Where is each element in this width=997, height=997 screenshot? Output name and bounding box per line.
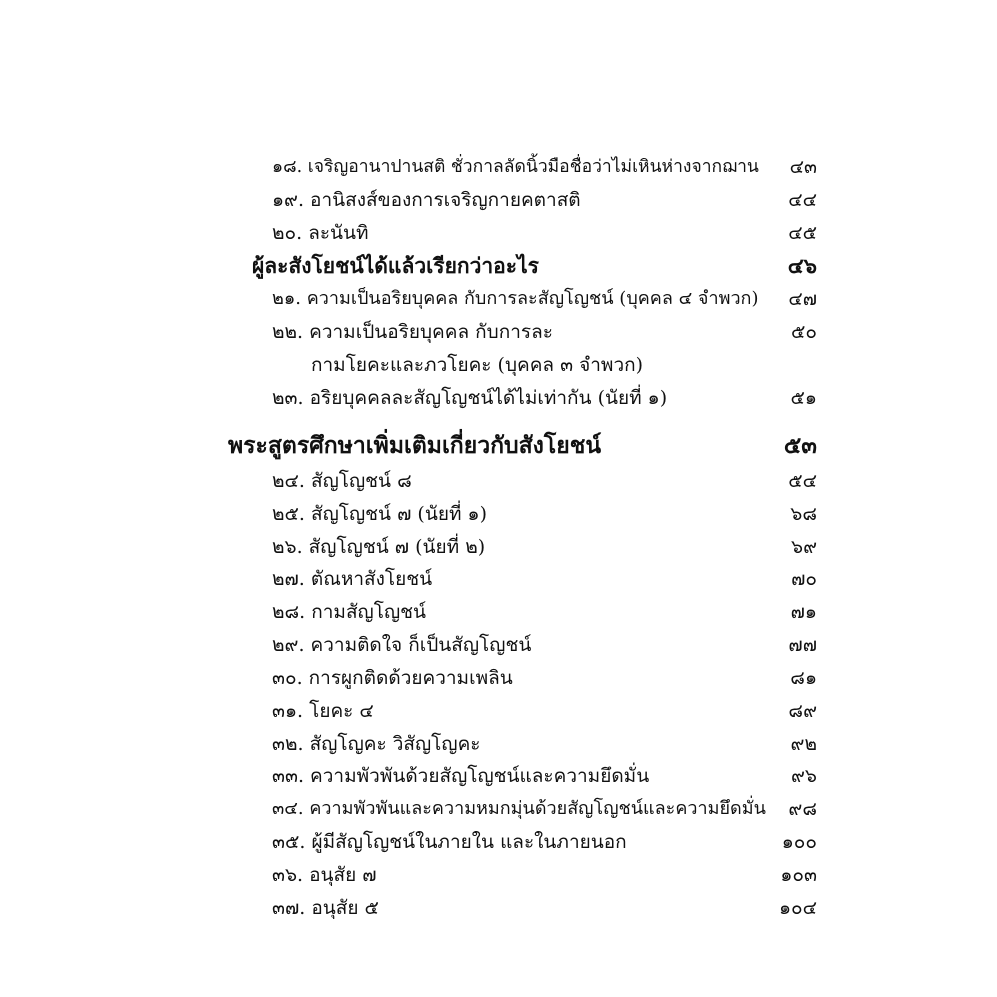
toc-entry-title: ๒๙. ความติดใจ ก็เป็นสัญโญชน์: [272, 634, 532, 656]
toc-entry-page-number: ๕๐: [791, 321, 817, 343]
toc-entry-page-number: ๔๖: [787, 253, 817, 278]
toc-entry: [0, 315, 997, 349]
toc-section-heading: [0, 249, 997, 283]
toc-entry-title: ๒๕. สัญโญชน์ ๗ (นัยที่ ๑): [272, 503, 487, 525]
toc-entry-page-number: ๔๓: [789, 156, 817, 178]
toc-entry: [0, 792, 997, 826]
toc-entry-page-number: ๙๒: [790, 733, 817, 755]
toc-entry-title: ๓๗. อนุสัย ๕: [272, 897, 379, 919]
toc-entry-page-number: ๔๗: [788, 288, 817, 310]
toc-entry: [0, 282, 997, 316]
toc-entry-page-number: ๖๙: [791, 536, 817, 558]
toc-entry-title: ๒๑. ความเป็นอริยบุคคล กับการละสัญโญชน์ (บุคคล ๔ จำพวก): [272, 288, 759, 309]
toc-entry-page-number: ๗๐: [791, 568, 817, 590]
toc-entry-title: ๒๗. ตัณหาสังโยชน์: [272, 568, 433, 590]
toc-section-title: ผู้ละสังโยชน์ได้แล้วเรียกว่าอะไร: [252, 253, 539, 278]
toc-entry-title: ๓๐. การผูกติดด้วยความเพลิน: [272, 667, 513, 689]
toc-entry: [0, 727, 997, 761]
toc-entry-title: ๒๐. ละนันทิ: [272, 222, 369, 244]
toc-entry-title: ๓๕. ผู้มีสัญโญชน์ในภายใน และในภายนอก: [272, 831, 627, 853]
toc-entry-page-number: ๘๑: [790, 667, 817, 689]
toc-entry-page-number: ๖๘: [790, 503, 817, 525]
toc-entry-page-number: ๘๙: [788, 700, 817, 722]
toc-entry: [0, 150, 997, 184]
toc-entry-page-number: ๙๘: [788, 798, 817, 820]
toc-entry-title: ๓๖. อนุสัย ๗: [272, 864, 377, 886]
toc-entry-continuation: [0, 348, 997, 382]
toc-entry-title-continued: กามโยคะและภวโยคะ (บุคคล ๓ จำพวก): [311, 354, 644, 376]
toc-entry: [0, 183, 997, 217]
toc-entry: [0, 858, 997, 892]
toc-entry: [0, 216, 997, 250]
toc-entry: [0, 759, 997, 793]
toc-entry: [0, 562, 997, 596]
toc-entry-title: ๓๔. ความพัวพันและความหมกมุ่นด้วยสัญโญชน์และความยึดมั่น: [272, 798, 766, 819]
toc-entry-page-number: ๕๑: [790, 387, 817, 409]
toc-entry: [0, 530, 997, 564]
toc-chapter-title: พระสูตรศึกษาเพิ่มเติมเกี่ยวกับสังโยชน์: [228, 432, 602, 459]
toc-entry-page-number: ๔๕: [788, 222, 817, 244]
toc-entry: [0, 891, 997, 925]
toc-entry: [0, 497, 997, 531]
toc-entry: [0, 825, 997, 859]
toc-entry: [0, 694, 997, 728]
toc-entry-title: ๑๘. เจริญอานาปานสติ ชั่วกาลลัดนิ้วมือชื่อว่าไม่เหินห่างจากฌาน: [272, 157, 759, 177]
toc-entry-page-number: ๗๑: [790, 601, 817, 623]
toc-entry-page-number: ๙๖: [791, 765, 817, 787]
toc-entry-page-number: ๕๓: [783, 432, 817, 459]
toc-entry-title: ๓๓. ความพัวพันด้วยสัญโญชน์และความยึดมั่น: [272, 765, 650, 787]
toc-entry-title: ๒๒. ความเป็นอริยบุคคล กับการละ: [272, 321, 553, 343]
toc-entry-title: ๓๒. สัญโญคะ วิสัญโญคะ: [272, 733, 481, 755]
toc-entry-page-number: ๔๔: [788, 189, 817, 211]
toc-entry-title: ๓๑. โยคะ ๔: [272, 700, 374, 722]
toc-entry: [0, 661, 997, 695]
toc-entry: [0, 595, 997, 629]
toc-entry: [0, 464, 997, 498]
toc-entry: [0, 628, 997, 662]
toc-entry-title: ๒๖. สัญโญชน์ ๗ (นัยที่ ๒): [272, 536, 486, 558]
toc-entry-page-number: ๗๗: [788, 634, 817, 656]
toc-entry-page-number: ๑๐๔: [778, 897, 817, 919]
toc-entry-page-number: ๑๐๓: [780, 864, 817, 886]
toc-entry-title: ๒๔. สัญโญชน์ ๘: [272, 470, 412, 492]
toc-entry-title: ๒๓. อริยบุคคลละสัญโญชน์ได้ไม่เท่ากัน (นัยที่ ๑): [272, 387, 668, 409]
toc-entry-title: ๑๙. อานิสงส์ของการเจริญกายคตาสติ: [272, 189, 581, 211]
toc-chapter-heading: [0, 429, 997, 463]
toc-entry: [0, 381, 997, 415]
toc-entry-page-number: ๑๐๐: [781, 831, 817, 853]
toc-entry-page-number: ๕๔: [788, 470, 817, 492]
toc-entry-title: ๒๘. กามสัญโญชน์: [272, 601, 427, 623]
